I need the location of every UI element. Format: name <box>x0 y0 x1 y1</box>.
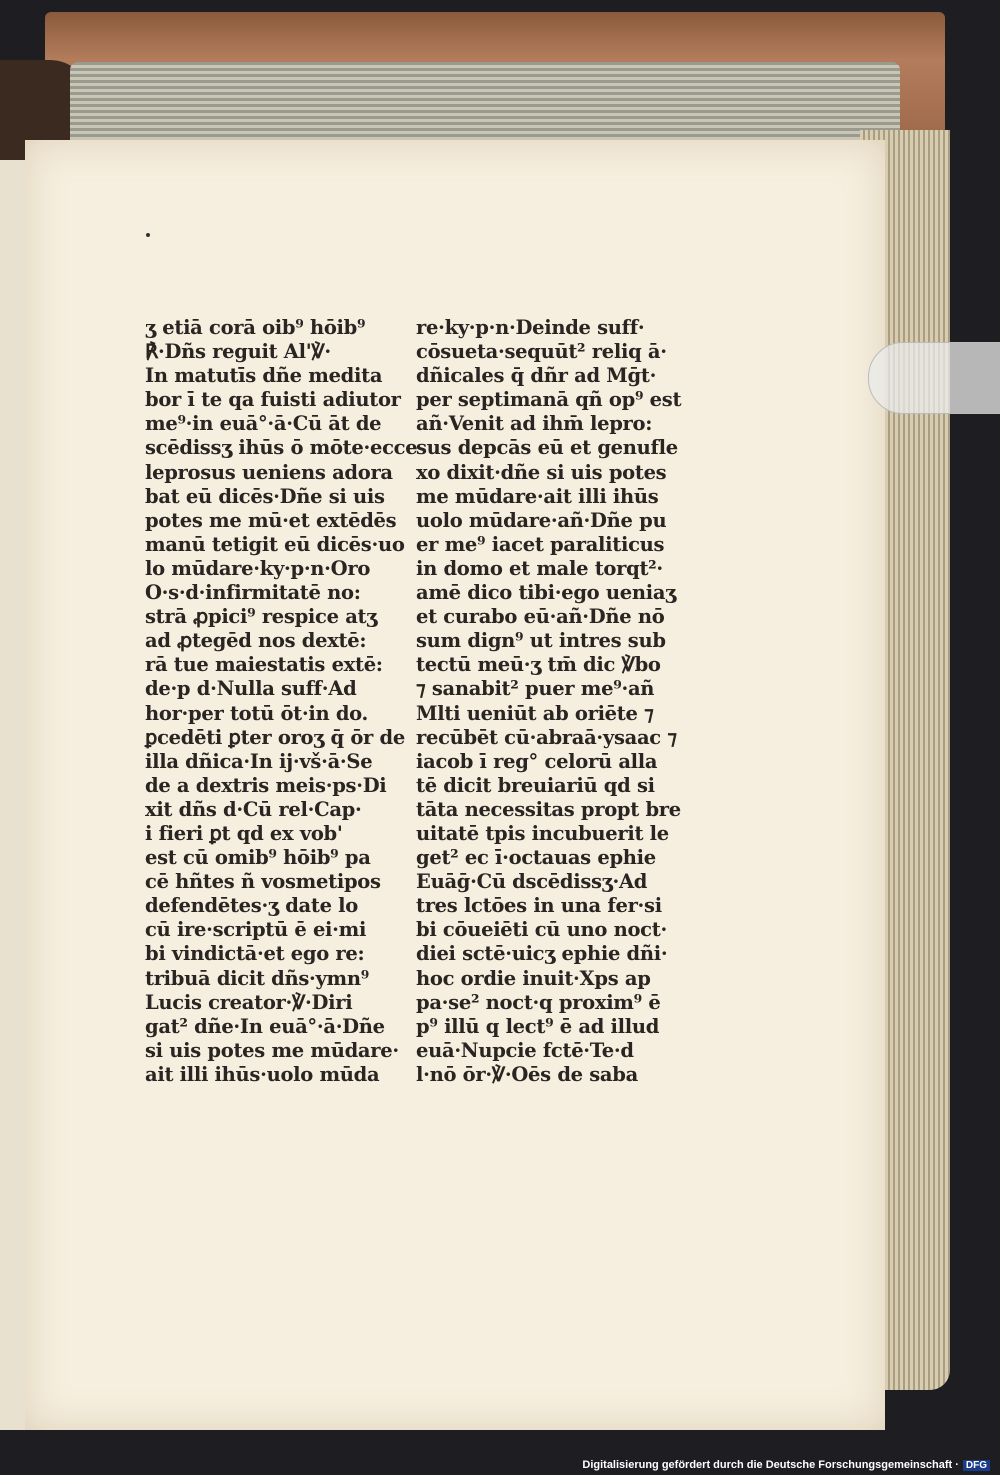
text-line: hoc ordie inuit·Xps ap <box>416 966 651 990</box>
text-line: ⁊ sanabit² puer me⁹·añ <box>416 677 655 701</box>
text-line: tē dicit breuiariū qd si <box>416 773 655 797</box>
text-line: pa·se² noct·q proxim⁹ ē <box>416 990 661 1014</box>
text-line: bi cōueiēti cū uno noct· <box>416 918 667 942</box>
text-line: er me⁹ iacet paraliticus <box>416 532 665 556</box>
text-line: strā ꝓpici⁹ respice atʒ <box>145 605 378 629</box>
text-line: uolo mūdare·añ·Dñe pu <box>416 508 667 532</box>
text-line: bi vindictā·et ego re: <box>145 942 365 966</box>
text-line: illa dñica·In ij·vš·ā·Se <box>145 749 373 773</box>
text-line: ʒ etiā corā oib⁹ hōib⁹ <box>145 316 366 339</box>
text-line: xo dixit·dñe si uis potes <box>416 460 667 484</box>
text-line: i fieri ꝑt qd ex vob' <box>145 821 343 845</box>
text-line: potes me mū·et extēdēs <box>145 508 397 532</box>
footer-text: Digitalisierung gefördert durch die Deutsche Forschungsgemeinschaft · <box>582 1459 959 1471</box>
text-line: uitatē tpis incubuerit le <box>416 821 669 845</box>
text-line: bor ī te qa fuisti adiutor <box>145 388 401 412</box>
text-line: amē dico tibi·ego ueniaʒ <box>416 581 676 605</box>
text-line: cē hñtes ñ vosmetipos <box>145 870 381 894</box>
text-line: O·s·d·infirmitatē no: <box>145 581 361 605</box>
text-line: re·ky·p·n·Deinde suff· <box>416 316 645 339</box>
text-line: dñicales q̄ dñr ad Mḡt· <box>416 364 657 388</box>
text-line: Lucis creator·℣·Diri <box>145 990 353 1014</box>
text-line: lo mūdare·ky·p·n·Oro <box>145 556 371 580</box>
text-line: iacob ī reg° celorū alla <box>416 749 658 773</box>
text-line: sus depcās eū et genufle <box>416 436 678 460</box>
text-line: In matutīs dñe medita <box>145 364 383 388</box>
text-line: l·nō ōr·℣·Oēs de saba <box>416 1062 638 1086</box>
text-line: ꝑcedēti ꝑter oroʒ q̄ ōr de <box>145 725 405 749</box>
text-line: tribuā dicit dñs·ymn⁹ <box>145 966 370 990</box>
text-line: tāta necessitas propt bre <box>416 797 681 821</box>
left-text-column <box>145 316 417 1087</box>
text-line: scēdissʒ ihūs ō mōte·ecce <box>145 436 418 460</box>
text-line: me⁹·in euā°·ā·Cū āt de <box>145 412 382 436</box>
text-line: hor·per totū ōt·in do. <box>145 701 369 725</box>
text-line: Euāḡ·Cū dscēdissʒ·Ad <box>416 870 648 894</box>
text-line: cū ire·scriptū ē ei·mi <box>145 918 367 942</box>
text-line: añ·Venit ad ihm̄ lepro: <box>416 412 653 436</box>
text-line: et curabo eū·añ·Dñe nō <box>416 605 665 629</box>
ink-mark <box>146 233 150 237</box>
right-text-column <box>416 316 681 1087</box>
text-line: leprosus ueniens adora <box>145 460 393 484</box>
text-line: ait illi ihūs·uolo mūda <box>145 1062 380 1086</box>
text-line: tres lctōes in una fer·si <box>416 894 662 918</box>
text-line: de·p d·Nulla suff·Ad <box>145 677 357 701</box>
text-line: defendētes·ʒ date lo <box>145 894 358 918</box>
text-line: manū tetigit eū dicēs·uo <box>145 532 405 556</box>
text-line: bat eū dicēs·Dñe si uis <box>145 484 385 508</box>
text-line: rā tue maiestatis extē: <box>145 653 383 677</box>
text-line: me mūdare·ait illi ihūs <box>416 484 659 508</box>
text-line: euā·Nupcie fctē·Te·d <box>416 1038 634 1062</box>
dfg-logo: DFG <box>963 1460 990 1471</box>
text-line: ad ꝓtegēd nos dextē: <box>145 629 367 653</box>
text-line: Mlti ueniūt ab oriēte ⁊ <box>416 701 654 725</box>
text-line: sum dign⁹ ut intres sub <box>416 629 666 653</box>
page-edges-top <box>70 62 900 147</box>
text-line: in domo et male torqt²· <box>416 556 663 580</box>
page-clip <box>868 342 1000 414</box>
text-line: cōsueta·sequūt² reliq ā· <box>416 340 667 364</box>
text-line: ℟·Dñs reguit Al'℣· <box>145 340 331 364</box>
text-line: tectū meū·ʒ tm̄ dic ℣bo <box>416 653 661 677</box>
text-line: de a dextris meis·ps·Di <box>145 773 387 797</box>
text-line: diei sctē·uicʒ ephie dñi· <box>416 942 668 966</box>
text-line: per septimanā qñ op⁹ est <box>416 388 682 412</box>
text-line: get² ec ī·octauas ephie <box>416 846 656 870</box>
facing-page <box>0 160 28 1430</box>
text-line: p⁹ illū q lect⁹ ē ad illud <box>416 1014 660 1038</box>
text-line: xit dñs d·Cū rel·Cap· <box>145 797 362 821</box>
text-line: est cū omib⁹ hōib⁹ pa <box>145 846 371 870</box>
text-line: si uis potes me mūdare· <box>145 1038 399 1062</box>
text-line: gat² dñe·In euā°·ā·Dñe <box>145 1014 385 1038</box>
footer-credit <box>582 1459 990 1471</box>
text-line: recūbēt cū·abraā·ysaac ⁊ <box>416 725 677 749</box>
